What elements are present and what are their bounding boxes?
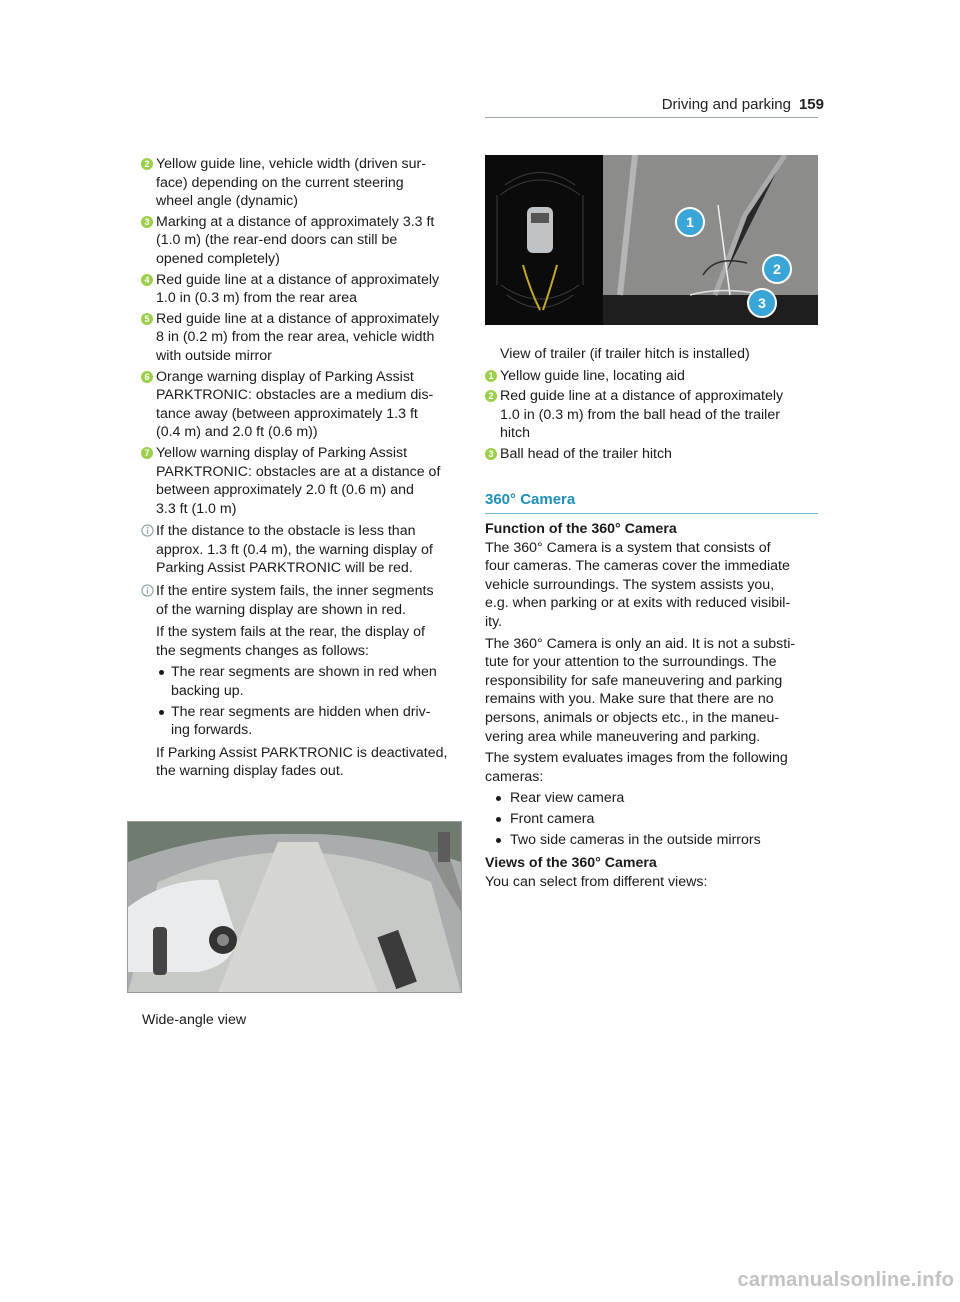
note (141, 522, 461, 578)
bullet-item (141, 703, 461, 740)
number-badge: 1 (485, 370, 497, 382)
item-text: Yellow guide line, vehicle width (driven sur- face) depending on the current steering wheel angle (dynamic) (156, 156, 426, 210)
camera-section (485, 520, 818, 891)
bullet-text: The rear segments are hidden when driv- ing forwards. (171, 703, 431, 739)
page-number: 159 (798, 96, 824, 113)
wide-angle-image (127, 821, 462, 993)
list-item (485, 367, 818, 386)
page-header (662, 96, 824, 113)
note-text: If the distance to the obstacle is less than approx. 1.3 ft (0.4 m), the warning display of Parking Assist PARKTRONIC will be red. (156, 523, 433, 577)
section-title: 360° Camera (485, 491, 576, 508)
callout-2: 2 (762, 254, 792, 284)
bullet-dot (496, 838, 501, 843)
list-item (485, 387, 818, 443)
item-text: Ball head of the trailer hitch (500, 445, 672, 462)
item-text: Yellow guide line, locating aid (500, 367, 685, 384)
item-text: Red guide line at a distance of approximately 1.0 in (0.3 m) from the ball head of the trailer hitch (500, 388, 784, 442)
list-item (141, 310, 461, 366)
note-text: If the entire system fails, the inner segments of the warning display are shown in red. (156, 583, 434, 618)
callout-3: 3 (747, 288, 777, 318)
function-paragraph-1: The 360° Camera is a system that consists of four cameras. The cameras cover the immediate vehicle surroundings. The system assists you, e.g. when parking or at exits with reduced visibil- ity. (485, 539, 791, 630)
bullet-text: Rear view camera (510, 790, 625, 807)
bullet-text: Two side cameras in the outside mirrors (510, 831, 761, 848)
bullet-dot (496, 817, 501, 822)
trailer-caption: View of trailer (if trailer hitch is installed) (500, 346, 750, 362)
function-heading: Function of the 360° Camera (485, 521, 677, 537)
number-badge: 3 (141, 216, 153, 228)
bullet-dot (496, 796, 501, 801)
note (141, 582, 461, 619)
number-badge: 7 (141, 447, 153, 459)
views-text: You can select from different views: (485, 873, 708, 890)
item-text: Orange warning display of Parking Assist PARKTRONIC: obstacles are a medium dis- tance away (between approximately 1.3 ft (0.4 m) and 2.0 ft (0.6 m)) (156, 368, 434, 441)
number-badge: 4 (141, 274, 153, 286)
trailer-legend (485, 345, 818, 466)
bullet-text: The rear segments are shown in red when backing up. (171, 664, 437, 700)
item-text: Marking at a distance of approximately 3.3 ft (1.0 m) (the rear-end doors can still be opened completely) (156, 213, 435, 267)
left-column (141, 155, 461, 784)
callout-1: 1 (675, 207, 705, 237)
number-badge: 2 (485, 390, 497, 402)
trailer-view-image (485, 155, 818, 325)
bullet-item (141, 663, 461, 700)
item-text: Yellow warning display of Parking Assist PARKTRONIC: obstacles are at a distance of between approximately 2.0 ft (0.6 m) and 3.3 ft (1.0 m) (156, 444, 441, 517)
item-text: Red guide line at a distance of approximately 8 in (0.2 m) from the rear area, vehicle width with outside mirror (156, 310, 440, 364)
list-item (141, 444, 461, 518)
info-icon (141, 584, 154, 597)
list-item (141, 271, 461, 308)
bullet-item (485, 789, 818, 808)
info-icon (141, 524, 154, 537)
function-paragraph-2: The 360° Camera is only an aid. It is not a substi- tute for your attention to the surroundings. The responsibility for safe maneuvering and parking remains with you. Make sure that there are no persons, animals or objects etc., in the maneu- vering area while maneuvering and parking. (485, 635, 796, 745)
bullet-dot (159, 670, 164, 675)
header-title: Driving and parking (661, 96, 791, 113)
bullet-text: Front camera (510, 810, 595, 827)
section-rule (485, 513, 818, 514)
list-item (141, 155, 461, 211)
closing-paragraph: If Parking Assist PARKTRONIC is deactivated, the warning display fades out. (156, 744, 448, 780)
list-item (141, 213, 461, 269)
number-badge: 6 (141, 371, 153, 383)
bullet-item (485, 831, 818, 850)
views-heading: Views of the 360° Camera (485, 855, 657, 872)
function-paragraph-3: The system evaluates images from the following cameras: (485, 750, 788, 785)
number-badge: 2 (141, 158, 153, 170)
list-item (485, 445, 818, 464)
image-caption: Wide-angle view (142, 1012, 247, 1028)
list-item (141, 368, 461, 442)
bullet-item (485, 810, 818, 829)
number-badge: 3 (485, 448, 497, 460)
watermark: carmanualsonline.info (737, 1269, 954, 1291)
bullet-dot (159, 710, 164, 715)
wide-angle-illustration (128, 822, 461, 992)
header-rule (485, 117, 818, 118)
note-paragraph: If the system fails at the rear, the display of the segments changes as follows: (156, 624, 425, 659)
item-text: Red guide line at a distance of approximately 1.0 in (0.3 m) from the rear area (156, 271, 440, 307)
number-badge: 5 (141, 313, 153, 325)
